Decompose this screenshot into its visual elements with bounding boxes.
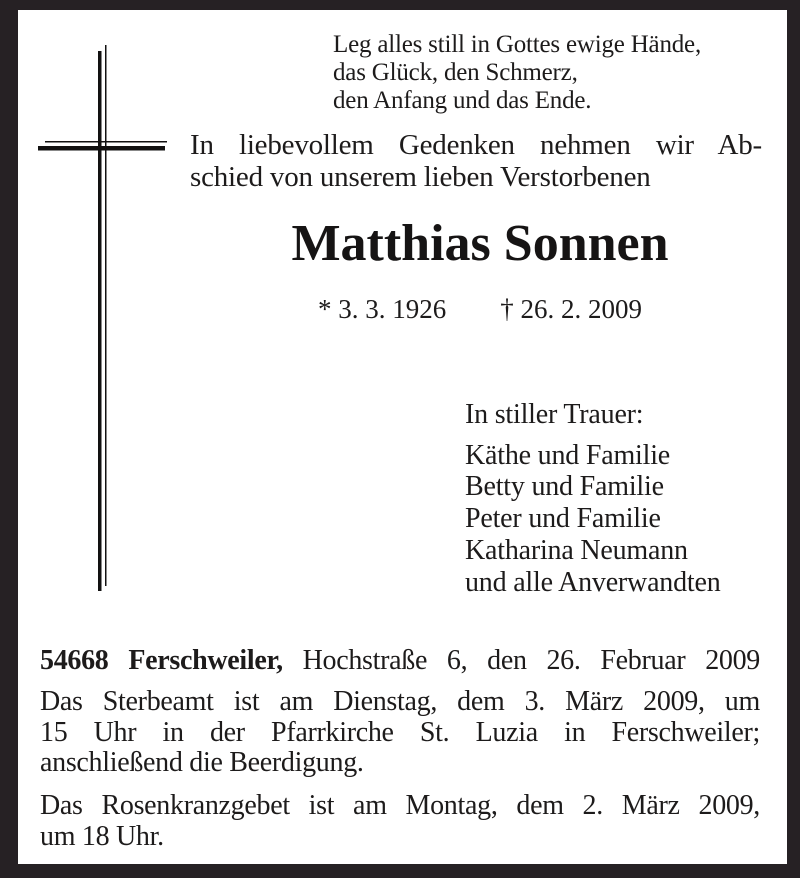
cross-icon [28,40,173,600]
service-line: anschließend die Beerdigung. [40,747,364,778]
rosary-paragraph [40,791,760,852]
farewell-statement [190,129,762,193]
address-city: 54668 Ferschweiler, [40,645,283,676]
address-street-date: Hochstraße 6, den 26. Februar 2009 [282,645,760,676]
service-line: Das Sterbeamt ist am Dienstag, dem 3. März 2009, um [40,686,760,717]
birth-date: * 3. 3. 1926 [318,294,447,324]
mourning-block [465,399,721,598]
verse-line: Leg alles still in Gottes ewige Hände, [333,31,701,58]
rosary-line: Das Rosenkranzgebet ist am Montag, dem 2. März 2009, [40,790,760,821]
mourner: Käthe und Familie [465,439,671,471]
address-date-line [40,646,760,676]
verse-line: das Glück, den Schmerz, [333,59,578,86]
opening-verse [333,31,701,115]
life-dates [180,294,780,324]
mourner: Katharina Neumann [465,534,688,566]
death-date: † 26. 2. 2009 [500,294,642,324]
rosary-line: um 18 Uhr. [40,820,164,852]
mourning-header: In stiller Trauer: [465,399,644,430]
mourner: und alle Anverwandten [465,566,721,598]
service-line: 15 Uhr in der Pfarrkirche St. Luzia in Ferschweiler; [40,716,760,748]
obituary-sheet [18,10,787,864]
funeral-service-paragraph [40,687,760,779]
deceased-name: Matthias Sonnen [291,215,669,272]
farewell-line: schied von unserem lieben Verstorbenen [190,161,651,193]
mourner: Betty und Familie [465,471,664,503]
verse-line: den Anfang und das Ende. [333,87,592,114]
mourner: Peter und Familie [465,503,661,535]
farewell-line: In liebevollem Gedenken nehmen wir Ab- [190,129,762,161]
